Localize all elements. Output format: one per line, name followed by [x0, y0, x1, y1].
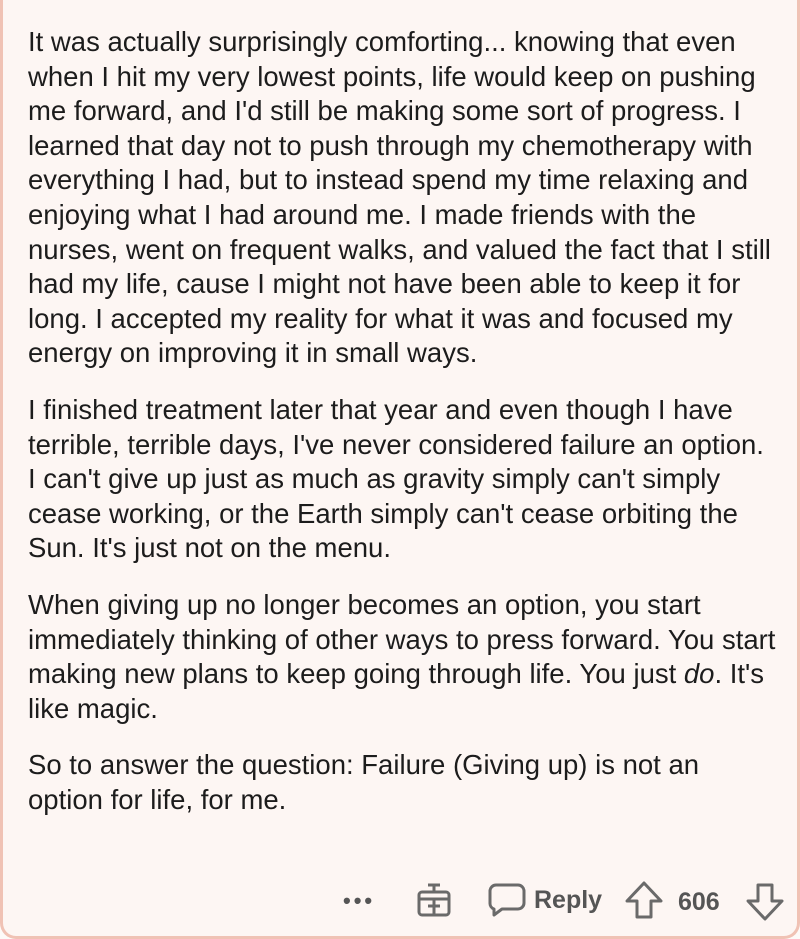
- paragraph-3-tail-pre: You just: [579, 658, 684, 690]
- comment-paragraph-4: So to answer the question: Failure (Giving up) is not an option for life, for me.: [28, 749, 700, 815]
- downvote-arrow-icon: [745, 882, 785, 922]
- paragraph-3-emphasis: do: [683, 658, 715, 690]
- comment-body: [28, 25, 778, 839]
- paragraph-3-text: When giving up no longer becomes an option, you start immediately thinking of other ways to press forward. You start making new plans to keep going through life.: [28, 588, 776, 690]
- gift-award-icon: [415, 882, 453, 918]
- reply-button[interactable]: [488, 882, 602, 918]
- comment-paragraph-2: I finished treatment later that year and even though I have terrible, terrible days, I've never considered failure an option. I can't give up just as much as gravity simply can't simply cease working, or the Earth simply can't cease orbiting the Sun. It's just not on the menu.: [28, 393, 764, 564]
- more-options-icon: •••: [343, 888, 376, 913]
- paragraph-3-tail-post: . It's like magic.: [28, 658, 765, 724]
- comment-paragraph-3: [28, 588, 778, 726]
- comment-paragraph-1: It was actually surprisingly comforting... knowing that even when I hit my very lowest points, life would keep on pushing me forward, and I'd still be making some sort of progress. I learned that day not to push through my chemotherapy with everything I had, but to instead spend my time relaxing and enjoying what I had around me. I made friends with the nurses, went on frequent walks, and valued the fact that I still had my life, cause I might not have been able to keep it for long. I accepted my reality for what it was and focused my energy on improving it in small ways.: [28, 26, 771, 369]
- downvote-button[interactable]: [745, 882, 785, 922]
- vote-score: 606: [678, 888, 720, 916]
- more-options-button[interactable]: [343, 888, 375, 914]
- upvote-button[interactable]: [624, 880, 664, 920]
- give-award-button[interactable]: [415, 882, 453, 918]
- comment-action-bar: [3, 878, 797, 928]
- upvote-arrow-icon: [624, 880, 664, 920]
- reply-bubble-icon: [488, 882, 526, 918]
- reply-label: Reply: [534, 885, 603, 914]
